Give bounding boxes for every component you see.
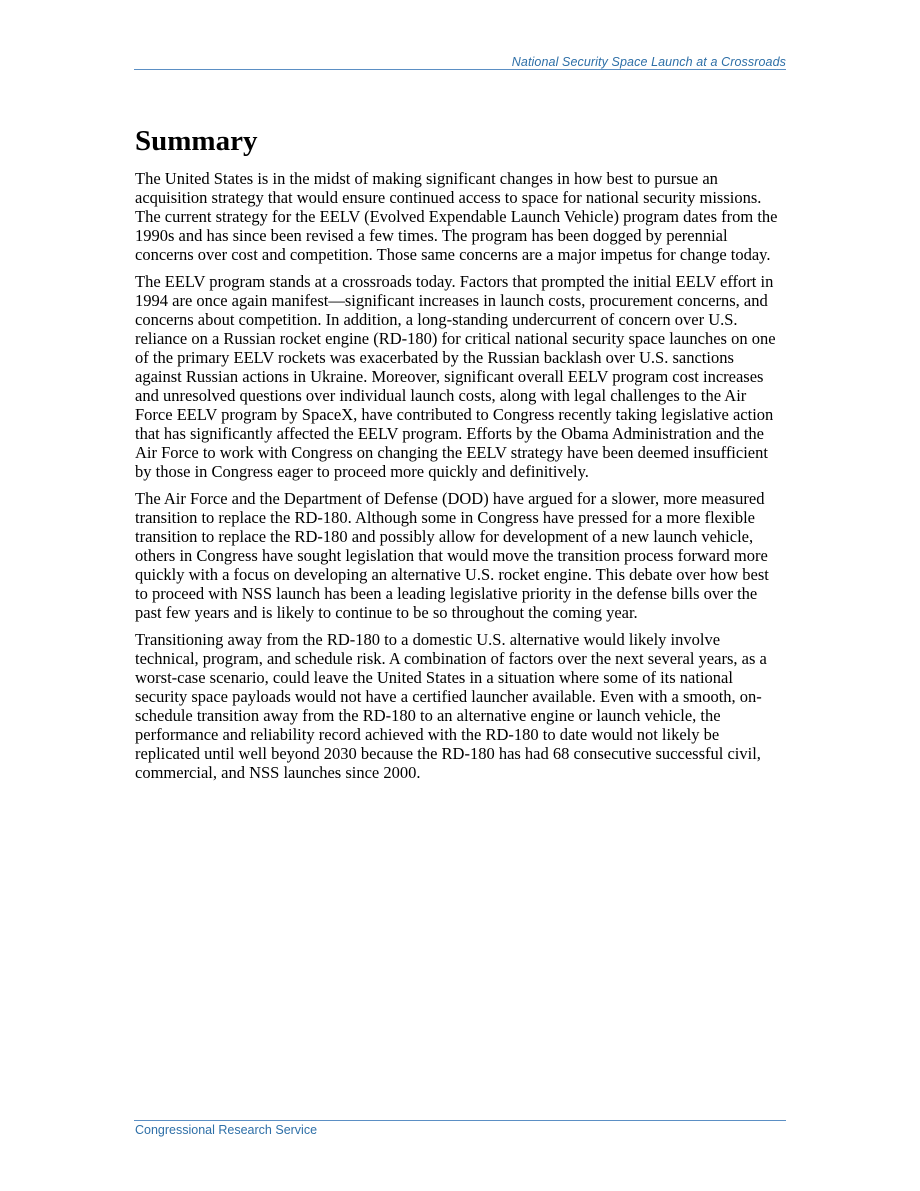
paragraph-line: by those in Congress eager to proceed more quickly and definitively. <box>135 462 589 481</box>
paragraph-line: commercial, and NSS launches since 2000. <box>135 763 421 782</box>
header-rule <box>134 69 786 70</box>
paragraph-line: reliance on a Russian rocket engine (RD-180) for critical national security space launches on one <box>135 329 776 348</box>
paragraph-3 <box>135 489 783 622</box>
paragraph-line: schedule transition away from the RD-180 to an alternative engine or launch vehicle, the <box>135 706 721 725</box>
paragraph-line: and unresolved questions over individual launch costs, along with legal challenges to the Air <box>135 386 747 405</box>
paragraph-1 <box>135 169 783 264</box>
paragraph-line: transition to replace the RD-180 and possibly allow for development of a new launch vehicle, <box>135 527 754 546</box>
paragraph-line: of the primary EELV rockets was exacerbated by the Russian backlash over U.S. sanctions <box>135 348 734 367</box>
paragraph-line: Air Force to work with Congress on changing the EELV strategy have been deemed insufficient <box>135 443 768 462</box>
paragraph-line: replicated until well beyond 2030 because the RD-180 has had 68 consecutive successful civil, <box>135 744 761 763</box>
paragraph-line: past few years and is likely to continue to be so throughout the coming year. <box>135 603 638 622</box>
running-header: National Security Space Launch at a Crossroads <box>511 55 786 69</box>
section-title: Summary <box>135 125 258 157</box>
paragraph-line: 1990s and has since been revised a few times. The program has been dogged by perennial <box>135 226 728 245</box>
paragraph-line: The current strategy for the EELV (Evolved Expendable Launch Vehicle) program dates from the <box>135 207 778 226</box>
footer-organization: Congressional Research Service <box>135 1123 318 1137</box>
paragraph-line: others in Congress have sought legislation that would move the transition process forward more <box>135 546 768 565</box>
paragraph-line: technical, program, and schedule risk. A combination of factors over the next several years, as a <box>135 649 767 668</box>
footer-rule <box>134 1120 786 1121</box>
paragraph-line: to proceed with NSS launch has been a leading legislative priority in the defense bills over the <box>135 584 758 603</box>
paragraph-line: against Russian actions in Ukraine. Moreover, significant overall EELV program cost increases <box>135 367 764 386</box>
paragraph-line: security space payloads would not have a certified launcher available. Even with a smooth, on- <box>135 687 762 706</box>
paragraph-2 <box>135 272 783 481</box>
paragraph-line: concerns over cost and competition. Those same concerns are a major impetus for change today. <box>135 245 771 264</box>
paragraph-line: The Air Force and the Department of Defense (DOD) have argued for a slower, more measured <box>135 489 765 508</box>
paragraph-line: The United States is in the midst of making significant changes in how best to pursue an <box>135 169 718 188</box>
paragraph-line: The EELV program stands at a crossroads today. Factors that prompted the initial EELV effort in <box>135 272 774 291</box>
paragraph-line: transition to replace the RD-180. Although some in Congress have pressed for a more flexible <box>135 508 755 527</box>
summary-body <box>135 169 783 790</box>
paragraph-line: quickly with a focus on developing an alternative U.S. rocket engine. This debate over how best <box>135 565 769 584</box>
paragraph-line: concerns about competition. In addition, a long-standing undercurrent of concern over U.S. <box>135 310 738 329</box>
paragraph-line: Force EELV program by SpaceX, have contributed to Congress recently taking legislative action <box>135 405 774 424</box>
paragraph-4 <box>135 630 783 782</box>
paragraph-line: acquisition strategy that would ensure continued access to space for national security missions. <box>135 188 762 207</box>
paragraph-line: performance and reliability record achieved with the RD-180 to date would not likely be <box>135 725 720 744</box>
paragraph-line: 1994 are once again manifest—significant increases in launch costs, procurement concerns, and <box>135 291 768 310</box>
paragraph-line: Transitioning away from the RD-180 to a domestic U.S. alternative would likely involve <box>135 630 721 649</box>
paragraph-line: worst-case scenario, could leave the United States in a situation where some of its national <box>135 668 733 687</box>
paragraph-line: that has significantly affected the EELV program. Efforts by the Obama Administration and the <box>135 424 764 443</box>
